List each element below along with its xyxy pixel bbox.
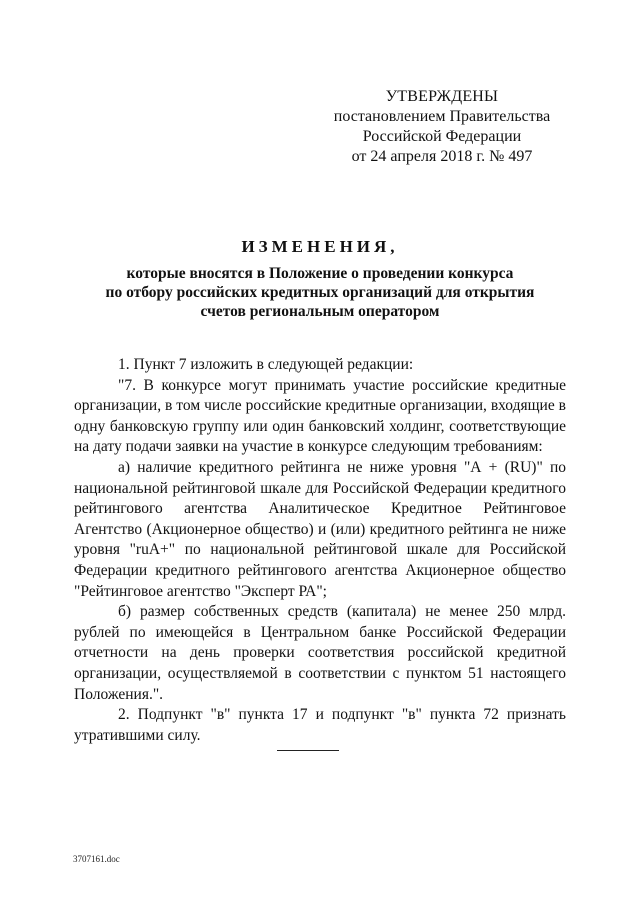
approval-title: УТВЕРЖДЕНЫ xyxy=(385,88,499,105)
paragraph-4: б) размер собственных средств (капитала) не менее 250 млрд. рублей по имеющейся в Центральном банке Российской Федерации отчетности на день проверки соответствия российской кредитной организации, осуществляемой в соответствии с пунктом 51 настоящего Положения.". xyxy=(74,603,566,703)
heading-subtitle-1: которые вносятся в Положение о проведении конкурса xyxy=(126,265,514,282)
paragraph-1: 1. Пункт 7 изложить в следующей редакции: xyxy=(118,356,414,373)
end-divider xyxy=(277,750,339,751)
document-id: 3707161.doc xyxy=(73,854,120,864)
heading-subtitle-2: по отбору российских кредитных организаций для открытия xyxy=(105,284,535,301)
approval-line-2: Российской Федерации xyxy=(362,128,522,145)
paragraph-3: а) наличие кредитного рейтинга не ниже уровня "А + (RU)" по национальной рейтинговой шкале для Российской Федерации кредитного рейтингового агентства Аналитическое Кредитное Рейтинговое Агентство (Акционерное общество) и (или) кредитного рейтинга не ниже уровня "ruA+" по национальной рейтинговой шкале для Российской Федерации кредитного рейтингового агентства Акционерное общество "Рейтинговое агентство "Эксперт РА"; xyxy=(74,458,566,600)
heading-title: ИЗМЕНЕНИЯ, xyxy=(241,237,399,256)
document-body xyxy=(74,355,566,746)
paragraph-5: 2. Подпункт "в" пункта 17 и подпункт "в" пункта 72 признать утратившими силу. xyxy=(74,706,566,744)
document-heading xyxy=(70,236,570,321)
approval-stamp xyxy=(332,87,552,167)
heading-subtitle-3: счетов региональным оператором xyxy=(200,303,440,320)
approval-line-3: от 24 апреля 2018 г. № 497 xyxy=(351,148,533,165)
paragraph-2: "7. В конкурсе могут принимать участие российские кредитные организации, в том числе российские кредитные организации, входящие в одну банковскую группу или один банковский холдинг, соответствующие на дату подачи заявки на участие в конкурсе следующим требованиям: xyxy=(74,376,566,456)
approval-line-1: постановлением Правительства xyxy=(333,108,551,125)
